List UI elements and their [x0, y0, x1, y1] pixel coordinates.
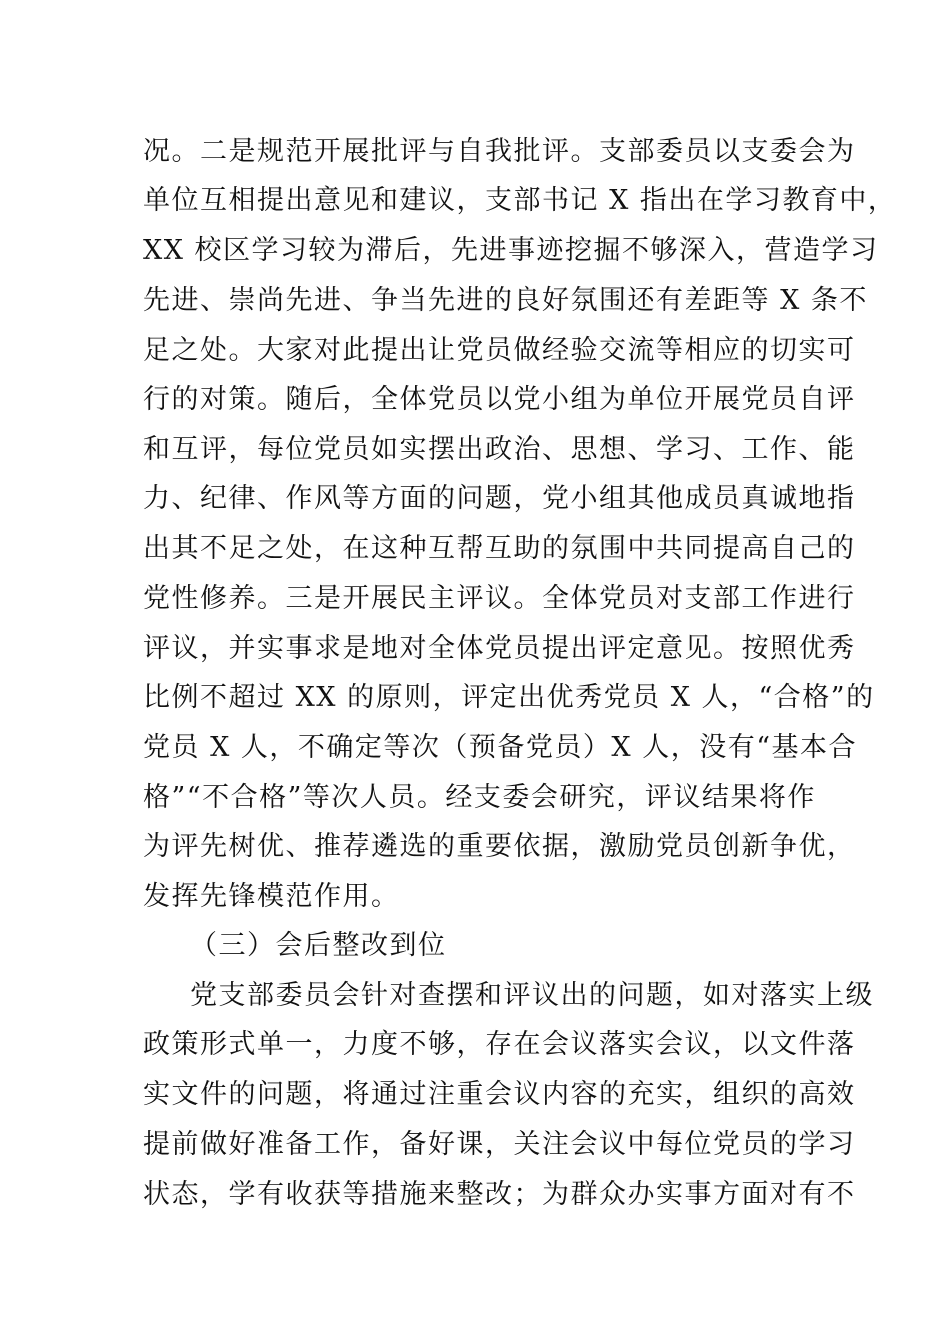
body-line: 政策形式单一，力度不够，存在会议落实会议，以文件落	[143, 1029, 856, 1060]
body-line: 党性修养。三是开展民主评议。全体党员对支部工作进行	[143, 583, 856, 614]
body-line: 和互评，每位党员如实摆出政治、思想、学习、工作、能	[143, 434, 856, 465]
body-line: 足之处。大家对此提出让党员做经验交流等相应的切实可	[143, 335, 856, 366]
body-line: 况。二是规范开展批评与自我批评。支部委员以支委会为	[143, 136, 856, 167]
body-line: 党支部委员会针对查摆和评议出的问题，如对落实上级	[190, 980, 874, 1011]
body-line: 单位互相提出意见和建议，支部书记 X 指出在学习教育中，	[143, 185, 897, 216]
body-line: 评议，并实事求是地对全体党员提出评定意见。按照优秀	[143, 633, 856, 664]
body-line: 行的对策。随后，全体党员以党小组为单位开展党员自评	[143, 384, 856, 415]
body-line: 格”“不合格”等次人员。经支委会研究，评议结果将作	[143, 782, 816, 813]
body-line: 比例不超过 XX 的原则，评定出优秀党员 X 人，“合格”的	[143, 682, 875, 713]
body-line: 发挥先锋模范作用。	[143, 881, 400, 912]
body-line: 党员 X 人，不确定等次（预备党员）X 人，没有“基本合	[143, 732, 857, 763]
body-line: 状态，学有收获等措施来整改；为群众办实事方面对有不	[143, 1179, 856, 1210]
body-line: 为评先树优、推荐遴选的重要依据，激励党员创新争优，	[143, 831, 856, 862]
body-line: 提前做好准备工作，备好课，关注会议中每位党员的学习	[143, 1129, 856, 1160]
body-line: 实文件的问题，将通过注重会议内容的充实，组织的高效	[143, 1079, 856, 1110]
body-line: XX 校区学习较为滞后，先进事迹挖掘不够深入，营造学习	[143, 235, 879, 266]
body-line: 出其不足之处，在这种互帮互助的氛围中共同提高自己的	[143, 533, 856, 564]
body-line: 力、纪律、作风等方面的问题，党小组其他成员真诚地指	[143, 483, 856, 514]
body-line: 先进、崇尚先进、争当先进的良好氛围还有差距等 X 条不	[143, 285, 868, 316]
section-heading: （三）会后整改到位	[190, 930, 447, 961]
